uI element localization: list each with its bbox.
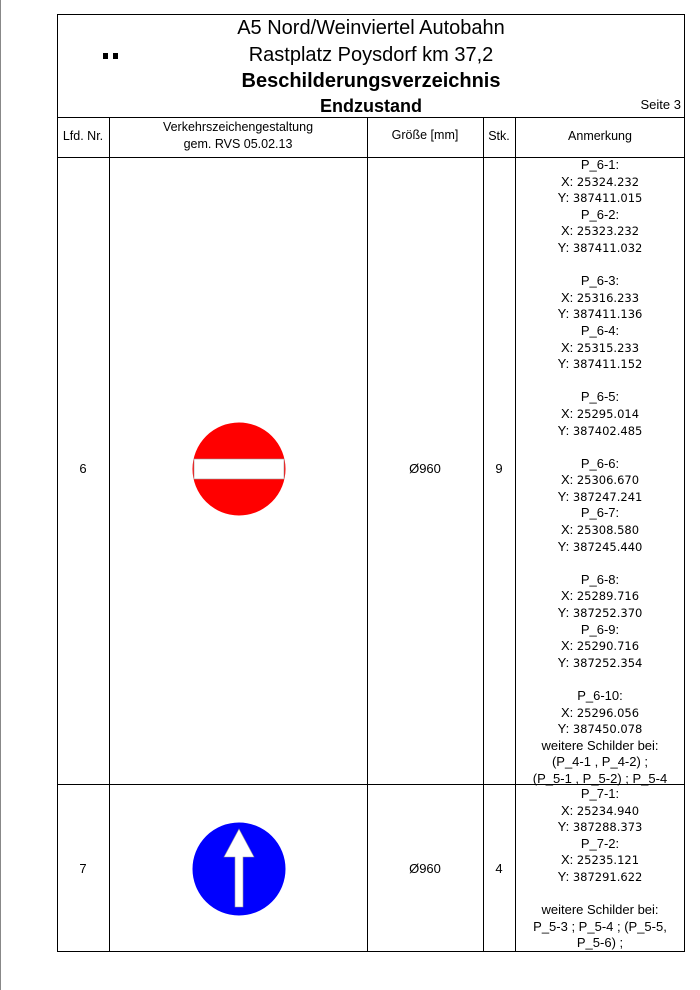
coord-y: Y: 387245.440 — [557, 538, 643, 554]
col-divider-3 — [483, 117, 484, 951]
document-state: Endzustand — [320, 96, 422, 116]
point-label: P_6-8: — [580, 571, 620, 587]
coord-y: Y: 387411.136 — [557, 306, 643, 322]
further-signs-label: weitere Schilder bei: — [541, 902, 659, 918]
row-7-qty: 4 — [495, 861, 503, 876]
no-entry-sign-icon — [191, 421, 287, 517]
coord-y: Y: 387402.485 — [557, 422, 643, 438]
spacer — [515, 886, 685, 903]
row-7-nr: 7 — [79, 861, 87, 876]
coord-y: Y: 387411.032 — [557, 239, 643, 255]
col-header-size: Größe [mm] — [391, 128, 459, 142]
coord-y: Y: 387411.015 — [557, 190, 643, 206]
point-label: P_6-4: — [580, 322, 620, 338]
further-signs-line: P_5-6) ; — [576, 935, 624, 951]
spacer — [515, 671, 685, 688]
coord-x: X: 25323.232 — [560, 223, 640, 239]
point-label: P_6-6: — [580, 455, 620, 471]
row-6-size: Ø960 — [409, 461, 441, 476]
further-signs-label: weitere Schilder bei: — [541, 737, 659, 753]
coord-x: X: 25296.056 — [560, 704, 640, 720]
coord-x: X: 25234.940 — [560, 802, 640, 818]
coord-x: X: 25290.716 — [560, 638, 640, 654]
further-signs-line: (P_4-1 , P_4-2) ; — [551, 754, 649, 770]
coord-y: Y: 387252.370 — [557, 605, 643, 621]
coord-x: X: 25308.580 — [560, 522, 640, 538]
document-heading: Beschilderungsverzeichnis — [241, 70, 501, 92]
spacer — [515, 439, 685, 456]
spacer — [515, 555, 685, 572]
point-label: P_6-2: — [580, 206, 620, 222]
coord-x: X: 25315.233 — [560, 339, 640, 355]
coord-y: Y: 387450.078 — [557, 721, 643, 737]
row-6-nr: 6 — [79, 461, 87, 476]
page-edge — [0, 0, 1, 990]
row-6-qty: 9 — [495, 461, 503, 476]
coord-y: Y: 387291.622 — [557, 868, 643, 884]
col-header-nr: Lfd. Nr. — [62, 129, 104, 143]
coord-y: Y: 387288.373 — [557, 819, 643, 835]
col-header-qty: Stk. — [488, 129, 510, 143]
point-label: P_7-2: — [580, 835, 620, 851]
document-subtitle: Rastplatz Poysdorf km 37,2 — [248, 44, 494, 66]
col-header-design — [109, 119, 367, 153]
spacer — [515, 373, 685, 390]
coord-x: X: 25289.716 — [560, 588, 640, 604]
point-label: P_6-10: — [577, 688, 623, 703]
coord-x: X: 25316.233 — [560, 289, 640, 305]
col-header-remark: Anmerkung — [568, 129, 632, 143]
col-divider-1 — [109, 117, 110, 951]
point-label: P_7-1: — [580, 786, 620, 801]
page-number: Seite 3 — [640, 97, 681, 112]
row-7-remark — [515, 786, 685, 952]
header-divider — [57, 117, 685, 118]
row-6-remark — [515, 157, 685, 788]
row-7-size: Ø960 — [409, 861, 441, 876]
coord-x: X: 25235.121 — [560, 852, 640, 868]
point-label: P_6-3: — [580, 273, 620, 289]
straight-ahead-only-sign-icon — [191, 821, 287, 917]
col-header-design-line-2: gem. RVS 05.02.13 — [183, 137, 293, 151]
coord-x: X: 25295.014 — [560, 405, 640, 421]
point-label: P_6-1: — [580, 157, 620, 172]
point-label: P_6-9: — [580, 621, 620, 637]
coord-y: Y: 387252.354 — [557, 654, 643, 670]
coord-x: X: 25306.670 — [560, 472, 640, 488]
frame-top-line — [57, 14, 685, 15]
further-signs-line: P_5-3 ; P_5-4 ; (P_5-5, — [533, 918, 667, 934]
coord-y: Y: 387247.241 — [557, 488, 643, 504]
coord-x: X: 25324.232 — [560, 173, 640, 189]
frame-left-line — [57, 14, 58, 952]
col-divider-2 — [367, 117, 368, 951]
spacer — [515, 257, 685, 274]
point-label: P_6-5: — [580, 389, 620, 405]
coord-y: Y: 387411.152 — [557, 356, 643, 372]
further-signs-line: (P_5-1 , P_5-2) ; P_5-4 — [532, 770, 668, 786]
point-label: P_6-7: — [580, 505, 620, 521]
col-header-design-line-1: Verkehrszeichengestaltung — [162, 120, 314, 134]
document-title: A5 Nord/Weinviertel Autobahn — [237, 17, 505, 39]
